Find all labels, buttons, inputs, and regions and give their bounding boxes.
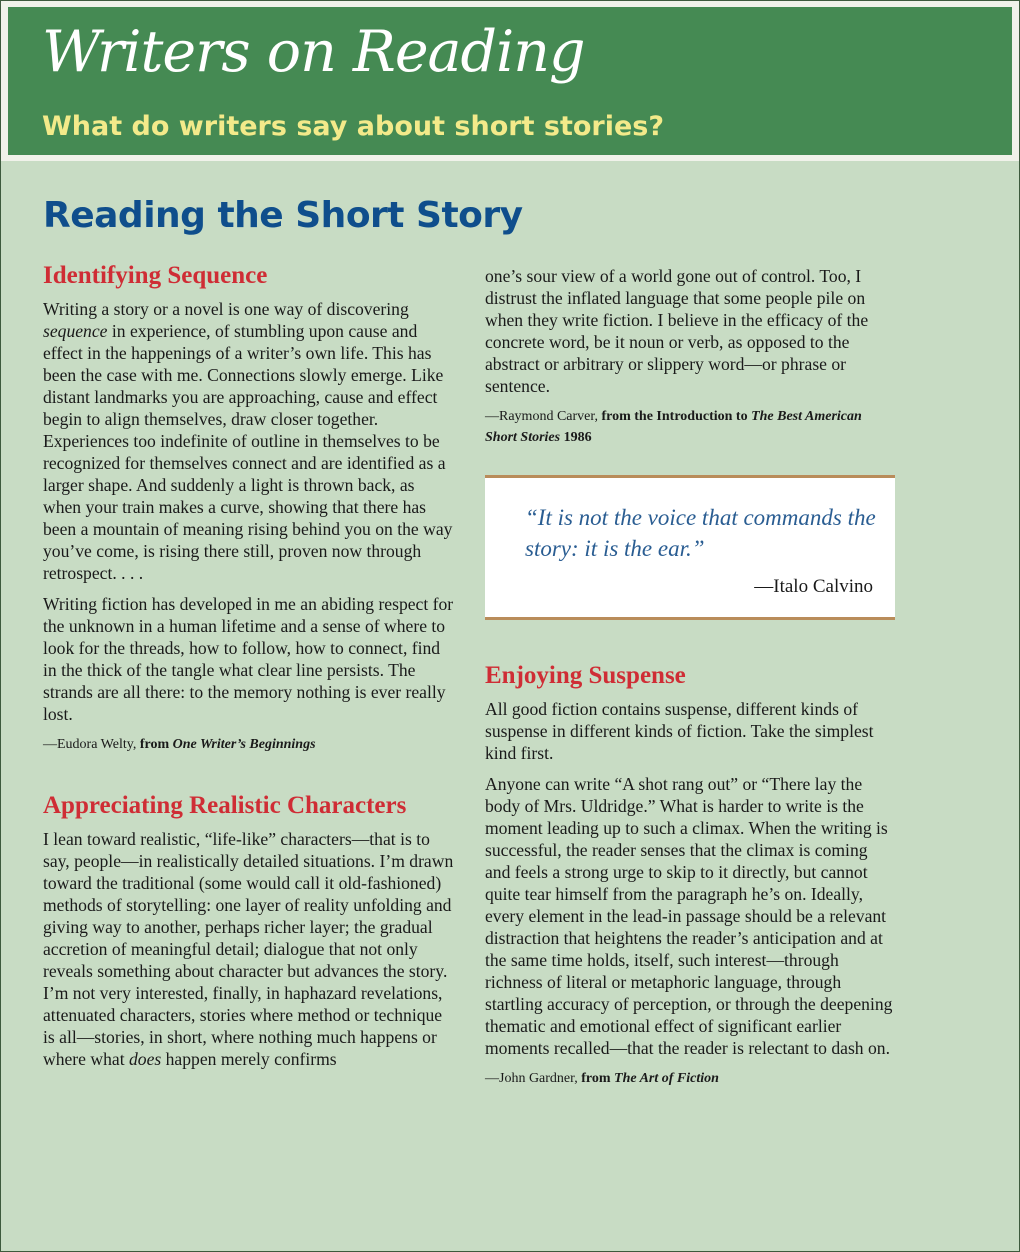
- attribution-from: from: [139, 737, 170, 752]
- gardner-paragraph-2: Anyone can write “A shot rang out” or “There lay the body of Mrs. Uldridge.” What is harder to write is the moment leading up to such a climax. When the writing is successful, the reader senses that the climax is coming and feels a strong urge to skip to it directly, but cannot quite tear himself from the paragraph he’s on. Ideally, every element in the lead-in passage should be a relevant distraction that heightens the reader’s anticipation and at the same time holds, itself, such interest—through richness of literal or metaphoric language, through startling accuracy of perception, or through the deepening thematic and emotional effect of significant earlier moments recalled—that the reader is relectant to dash on.: [485, 774, 893, 1058]
- welty-paragraph-1: [43, 298, 455, 584]
- carver-attribution: [485, 406, 897, 448]
- attribution-author: —John Gardner,: [485, 1071, 578, 1086]
- pull-quote-text: “It is not the voice that commands the story: it is the ear.”: [525, 505, 876, 561]
- attribution-work: One Writer’s Beginnings: [172, 737, 316, 752]
- text-run: I lean toward realistic, “life-like” characters—that is to say, people—in realistically detailed situations. I’m drawn toward the traditional (some would call it old-fashioned) methods of storytelling: one layer of reality unfolding and giving way to another, perhaps richer layer; the gradual accretion of meaningful detail; dialogue that not only reveals something about character but advances the story. I’m not very interested, finally, in haphazard revelations, attenuated characters, stories where method or technique is all—stories, in short, where nothing much happens or where what: [43, 829, 454, 1069]
- pull-quote-author: —Italo Calvino: [754, 576, 873, 597]
- header-banner: [1, 1, 1019, 161]
- gardner-attribution: [485, 1068, 897, 1089]
- text-run: in experience, of stumbling upon cause and effect in the happenings of a writer’s own life. This has been the case with me. Connections slowly emerge. Like distant landmarks you are approaching, cause and effect begin to align themselves, draw closer together. Experiences too indefinite of outline in themselves to be recognized for themselves connect and are identified as a larger shape. And suddenly a light is thrown back, as when your train makes a curve, showing that there has been a mountain of meaning rising behind you on the way you’ve come, is rising there still, proven now through retrospect. . . .: [43, 321, 453, 583]
- attribution-author: —Raymond Carver,: [485, 409, 598, 424]
- heading-realistic-characters: Appreciating Realistic Characters: [43, 792, 407, 819]
- carver-paragraph-continued: one’s sour view of a world gone out of control. Too, I distrust the inflated language that some people pile on when they write fiction. I believe in the efficacy of the concrete word, be it noun or verb, as opposed to the abstract or arbitrary or slippery word—or phrase or sentence.: [485, 266, 869, 396]
- attribution-from: from the Introduction to: [601, 409, 748, 424]
- heading-enjoying-suspense: Enjoying Suspense: [485, 662, 686, 689]
- carver-paragraph-1: [43, 828, 455, 1070]
- left-column: [43, 261, 455, 1079]
- header-band: [8, 7, 1012, 155]
- attribution-year: 1986: [563, 430, 592, 445]
- text-run: Writing a story or a novel is one way of discovering: [43, 299, 409, 319]
- header-subtitle: What do writers say about short stories?: [42, 111, 665, 142]
- welty-paragraph-2: Writing fiction has developed in me an abiding respect for the unknown in a human lifetime and a sense of where to look for the threads, how to follow, how to connect, find in the thick of the tangle what clear line persists. The strands are all there: to the memory nothing is ever really lost.: [43, 594, 454, 724]
- attribution-work: The Best American Short Stories: [485, 409, 862, 445]
- page-title: Reading the Short Story: [43, 195, 523, 236]
- attribution-work: The Art of Fiction: [614, 1071, 719, 1086]
- heading-identifying-sequence: Identifying Sequence: [43, 262, 268, 289]
- gardner-paragraph-1: All good fiction contains suspense, different kinds of suspense in different kinds of fiction. Take the simplest kind first.: [485, 699, 874, 763]
- text-run: happen merely confirms: [161, 1049, 337, 1069]
- welty-attribution: [43, 734, 455, 755]
- header-title: Writers on Reading: [42, 19, 585, 85]
- right-column-top: [485, 265, 897, 448]
- right-column-bottom: [485, 661, 897, 1089]
- pull-quote-box: [485, 475, 895, 620]
- attribution-author: —Eudora Welty,: [43, 737, 137, 752]
- emphasis-sequence: sequence: [43, 321, 108, 341]
- emphasis-does: does: [128, 1049, 162, 1069]
- attribution-from: from: [581, 1071, 611, 1086]
